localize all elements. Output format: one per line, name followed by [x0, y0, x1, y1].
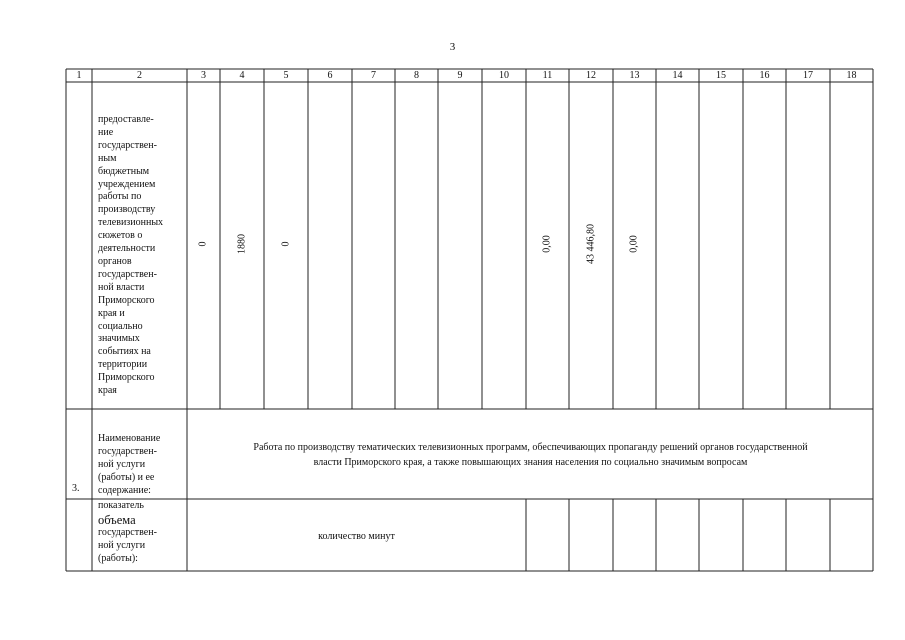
header-col-18: 18: [846, 70, 857, 81]
header-col-12: 12: [586, 70, 596, 81]
header-col-7: 7: [371, 70, 376, 81]
row3-label: показатель объема государствен- ной услуги (работы):: [98, 500, 157, 564]
row1-col4-value: 1880: [236, 234, 248, 254]
row1-col11-value: 0,00: [541, 235, 553, 253]
header-col-6: 6: [327, 70, 333, 81]
header-col-17: 17: [803, 70, 813, 81]
row1-col5-value: 0: [280, 241, 292, 247]
row3-unit: количество минут: [318, 531, 395, 542]
header-col-4: 4: [239, 70, 245, 81]
header-col-9: 9: [457, 70, 463, 81]
row1-col3-value: 0: [197, 241, 209, 247]
header-col-3: 3: [201, 70, 206, 81]
header-col-13: 13: [629, 70, 640, 81]
row2-label: Наименование государствен- ной услуги (работы) и ее содержание:: [98, 433, 161, 496]
header-col-2: 2: [137, 70, 142, 81]
header-col-5: 5: [283, 70, 289, 81]
header-col-14: 14: [672, 70, 683, 81]
row1-description: предоставле- ние государствен- ным бюджетным учреждением работы по производству телевизионных сюжетов о деятельности органов государствен- ной власти Приморского края и социально значимых событиях на территории Приморского края: [98, 114, 164, 397]
header-col-10: 10: [499, 70, 509, 81]
row2-number: 3.: [72, 483, 80, 494]
row2-content: Работа по производству тематических телевизионных программ, обеспечивающих пропаганду решений органов государственной власти Приморского края, а также повышающих знания населения по социально значимым вопросам: [253, 442, 808, 468]
page-number: 3: [449, 41, 456, 53]
header-col-16: 16: [759, 70, 770, 81]
header-col-8: 8: [414, 70, 419, 81]
header-col-11: 11: [542, 70, 553, 81]
row1-col13-value: 0,00: [628, 235, 640, 253]
row1-col12-value: 43 446,80: [585, 224, 597, 264]
header-col-15: 15: [716, 70, 726, 81]
header-col-1: 1: [76, 70, 82, 81]
